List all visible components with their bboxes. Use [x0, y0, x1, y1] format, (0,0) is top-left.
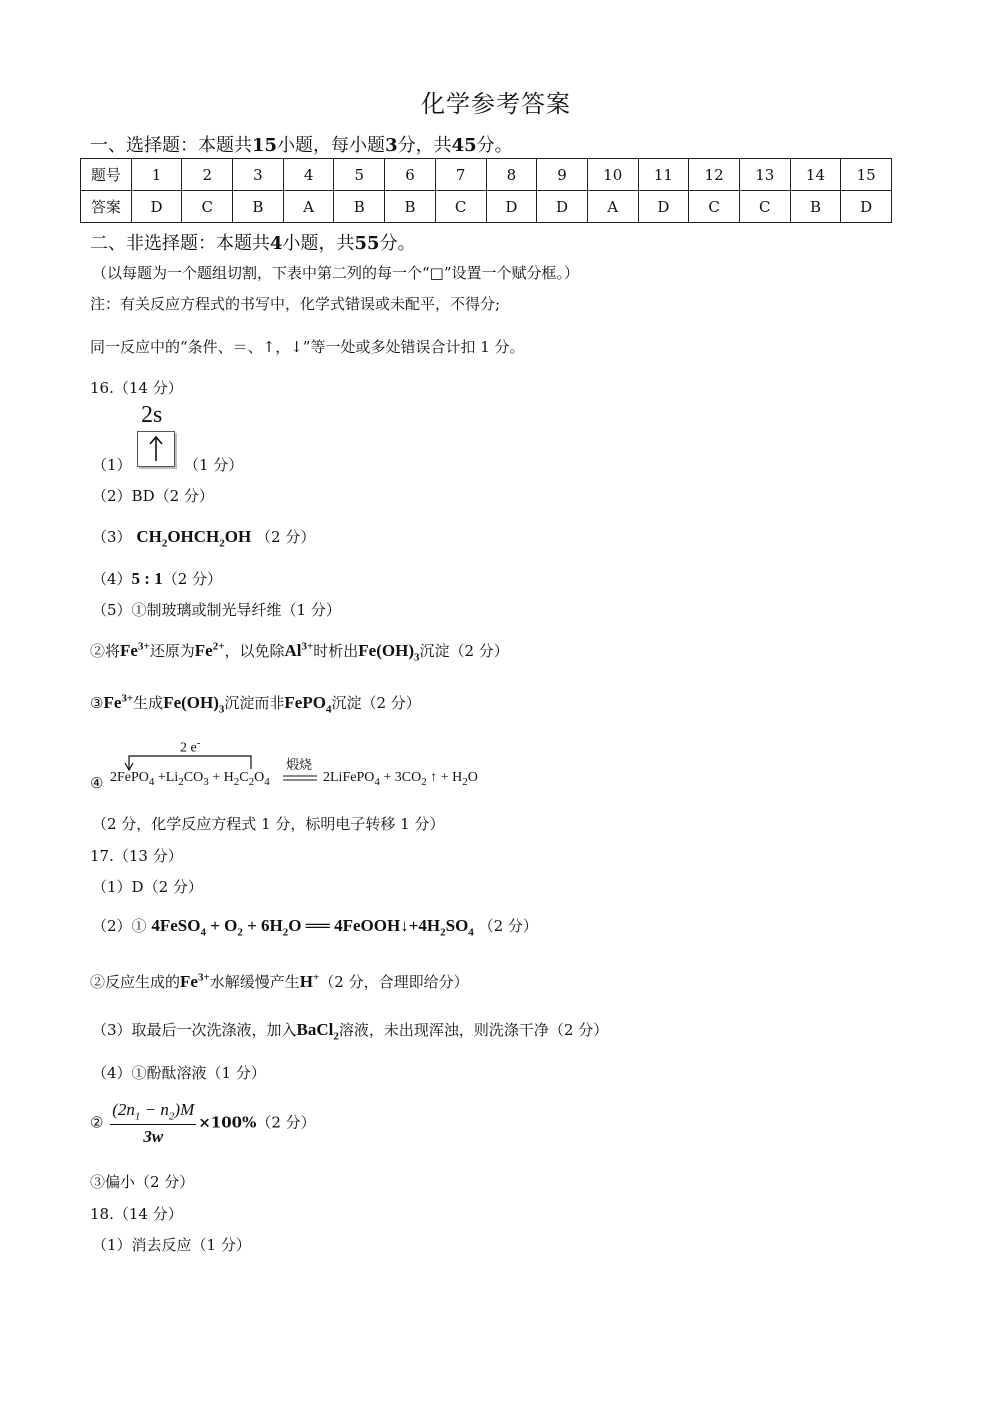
- text-segment: ②反应生成的: [90, 973, 181, 991]
- up-arrow-icon: [138, 432, 174, 466]
- q16-p3-label: （3）: [92, 528, 132, 546]
- text-segment: （2）①: [92, 917, 147, 935]
- formula-fe3plus: $Fe^{3+}$: [120, 640, 150, 660]
- table-cell: 13: [739, 159, 790, 191]
- q16-p5-4-label: ④: [90, 774, 104, 792]
- formula-fe2plus: $Fe^{2+}$: [194, 640, 225, 660]
- text-segment: （3）取最后一次洗涤液，加入: [92, 1021, 297, 1039]
- table-cell: D: [131, 191, 182, 223]
- section1-total: 45: [451, 135, 477, 156]
- q16-p3-score: （2 分）: [256, 528, 316, 546]
- orbital-box: [137, 431, 175, 467]
- q16-p5-2: [90, 640, 509, 663]
- text-segment: ×100%: [198, 1113, 257, 1132]
- formula-bacl2: BaCl$_2$: [296, 1020, 339, 1043]
- text-segment: 沉淀（2 分）: [419, 642, 509, 660]
- fraction-denominator: 3w: [143, 1127, 164, 1147]
- q17-p2-1: [92, 915, 538, 938]
- table-cell: B: [233, 191, 284, 223]
- table-cell: B: [334, 191, 385, 223]
- fraction-numerator: $(2n_1 - n_2)M$: [110, 1100, 196, 1125]
- q16-p4-label: （4）: [92, 570, 132, 588]
- formula-hplus: H+: [299, 971, 320, 991]
- q17-p3: [92, 1019, 608, 1042]
- note-deduction-rule: 同一反应中的“条件、＝、↑，↓”等一处或多处错误合计扣 1 分。: [90, 338, 525, 356]
- reaction-condition: 煅烧: [286, 758, 313, 773]
- section2-count: 4: [270, 233, 283, 254]
- q17-p4-3: ③偏小（2 分）: [90, 1173, 195, 1191]
- equation-lifepo4-synthesis: 2FePO$_4$ $+Li_2CO_3 + H_2C_2O_4$: [110, 770, 270, 788]
- row-header-answer: 答案: [81, 191, 132, 223]
- text-segment: （2 分）: [256, 1113, 316, 1132]
- text-segment: 沉淀（2 分）: [331, 694, 421, 712]
- q18-p1: （1）消去反应（1 分）: [92, 1236, 251, 1254]
- formula-ethylene-glycol-ether: $CH_2OHCH_2OH$: [136, 527, 252, 550]
- text-segment: ，以免除: [224, 642, 285, 660]
- text-segment: ③: [90, 694, 104, 712]
- section1-mid2: 分，共: [397, 135, 452, 156]
- table-row-numbers: [81, 159, 892, 191]
- section1-suffix: 分。: [476, 135, 513, 156]
- section2-total: 55: [354, 233, 380, 254]
- q16-p4-score: （2 分）: [162, 570, 223, 588]
- note-equation-rule: 注：有关反应方程式的书写中，化学式错误或未配平，不得分;: [90, 295, 501, 313]
- table-row-answers: [81, 191, 892, 223]
- section2-heading: [90, 229, 416, 255]
- electron-count: 2 e: [180, 740, 197, 756]
- text-segment: 时析出: [313, 642, 359, 660]
- table-cell: B: [790, 191, 841, 223]
- table-cell: 14: [790, 159, 841, 191]
- table-cell: 9: [537, 159, 588, 191]
- table-cell: 6: [385, 159, 436, 191]
- q16-p2: （2）BD（2 分）: [92, 487, 214, 505]
- section1-score-each: 3: [385, 135, 398, 156]
- q18-header: 18.（14 分）: [90, 1205, 183, 1223]
- text-segment: ②: [90, 1113, 104, 1132]
- formula-fe3plus: $Fe^{3+}$: [103, 692, 134, 712]
- section2-prefix: 二、非选择题：本题共: [90, 233, 270, 254]
- table-cell: 2: [182, 159, 233, 191]
- table-cell: D: [537, 191, 588, 223]
- section2-mid: 小题，共: [282, 233, 355, 254]
- table-cell: 12: [689, 159, 740, 191]
- formula-feoh3: $Fe(OH)_3$: [163, 693, 225, 716]
- answer-table: [80, 158, 892, 223]
- table-cell: 10: [587, 159, 638, 191]
- table-cell: A: [283, 191, 334, 223]
- table-cell: D: [841, 191, 892, 223]
- text-segment: ②将: [90, 642, 121, 660]
- text-segment: 水解缓慢产生: [209, 973, 300, 991]
- electron-transfer-label: 2 e-: [180, 737, 201, 756]
- text-segment: 生成: [133, 694, 164, 712]
- table-cell: 3: [233, 159, 284, 191]
- equation-feooh: 4FeSO$_4$ + $O_2 + 6H_2O$ ══ $4FeOOH↓+4H_2SO_4$: [151, 916, 474, 939]
- table-cell: 11: [638, 159, 689, 191]
- equals-sign-icon: [283, 774, 317, 782]
- table-cell: 8: [486, 159, 537, 191]
- table-cell: 4: [283, 159, 334, 191]
- section1-count: 15: [252, 135, 278, 156]
- table-cell: 15: [841, 159, 892, 191]
- text-segment: 沉淀而非: [224, 694, 285, 712]
- table-cell: C: [182, 191, 233, 223]
- text-segment: （2 分）: [478, 917, 538, 935]
- q16-p5-1: （5）①制玻璃或制光导纤维（1 分）: [92, 601, 341, 619]
- q17-p4-1: （4）①酚酞溶液（1 分）: [92, 1064, 266, 1082]
- page-title: 化学参考答案: [421, 90, 571, 118]
- table-cell: 1: [131, 159, 182, 191]
- table-cell: B: [385, 191, 436, 223]
- table-cell: D: [486, 191, 537, 223]
- formula-fepo4: FePO$_4$: [284, 693, 332, 716]
- table-cell: C: [689, 191, 740, 223]
- text-segment: 溶液，未出现浑浊，则洗涤干净（2 分）: [338, 1021, 609, 1039]
- text-segment: （2 分，合理即给分）: [319, 973, 469, 991]
- table-cell: A: [587, 191, 638, 223]
- q17-p4-2: [90, 1100, 316, 1147]
- table-cell: C: [739, 191, 790, 223]
- q16-header: 16.（14 分）: [90, 379, 183, 397]
- q17-header: 17.（13 分）: [90, 847, 183, 865]
- note-grading-box: （以每题为一个题组切割，下表中第二列的每一个“□”设置一个赋分框。）: [92, 264, 580, 282]
- q16-p5-3: [90, 692, 421, 715]
- table-cell: 7: [435, 159, 486, 191]
- table-cell: D: [638, 191, 689, 223]
- section2-suffix: 分。: [379, 233, 416, 254]
- q16-p4-ratio: 5 : 1: [131, 569, 163, 588]
- section1-prefix: 一、选择题：本题共: [90, 135, 252, 156]
- formula-fe3plus: $Fe^{3+}$: [180, 971, 210, 991]
- q16-p3: [92, 526, 315, 549]
- q16-p4: [92, 568, 222, 589]
- row-header-number: 题号: [81, 159, 132, 191]
- section1-heading: [90, 131, 513, 157]
- table-cell: C: [435, 191, 486, 223]
- table-cell: 5: [334, 159, 385, 191]
- orbital-label: 2s: [141, 402, 163, 428]
- formula-feoh3: $Fe(OH)_3$: [358, 641, 420, 664]
- q16-p1-score: （1 分）: [184, 456, 244, 474]
- q16-p1-label: （1）: [92, 456, 132, 474]
- text-segment: 还原为: [149, 642, 195, 660]
- section1-mid1: 小题，每小题: [277, 135, 386, 156]
- equation-products: 2LiFePO$_4$ + $3CO_2$ ↑ + $H_2O$: [323, 770, 478, 788]
- q17-p2-2: [90, 971, 469, 992]
- q17-p1: （1）D（2 分）: [92, 878, 203, 896]
- q16-p5-4-note: （2 分，化学反应方程式 1 分，标明电子转移 1 分）: [92, 815, 445, 833]
- formula-al3plus: $Al^{3+}$: [284, 640, 314, 660]
- formula-fraction: [110, 1100, 196, 1147]
